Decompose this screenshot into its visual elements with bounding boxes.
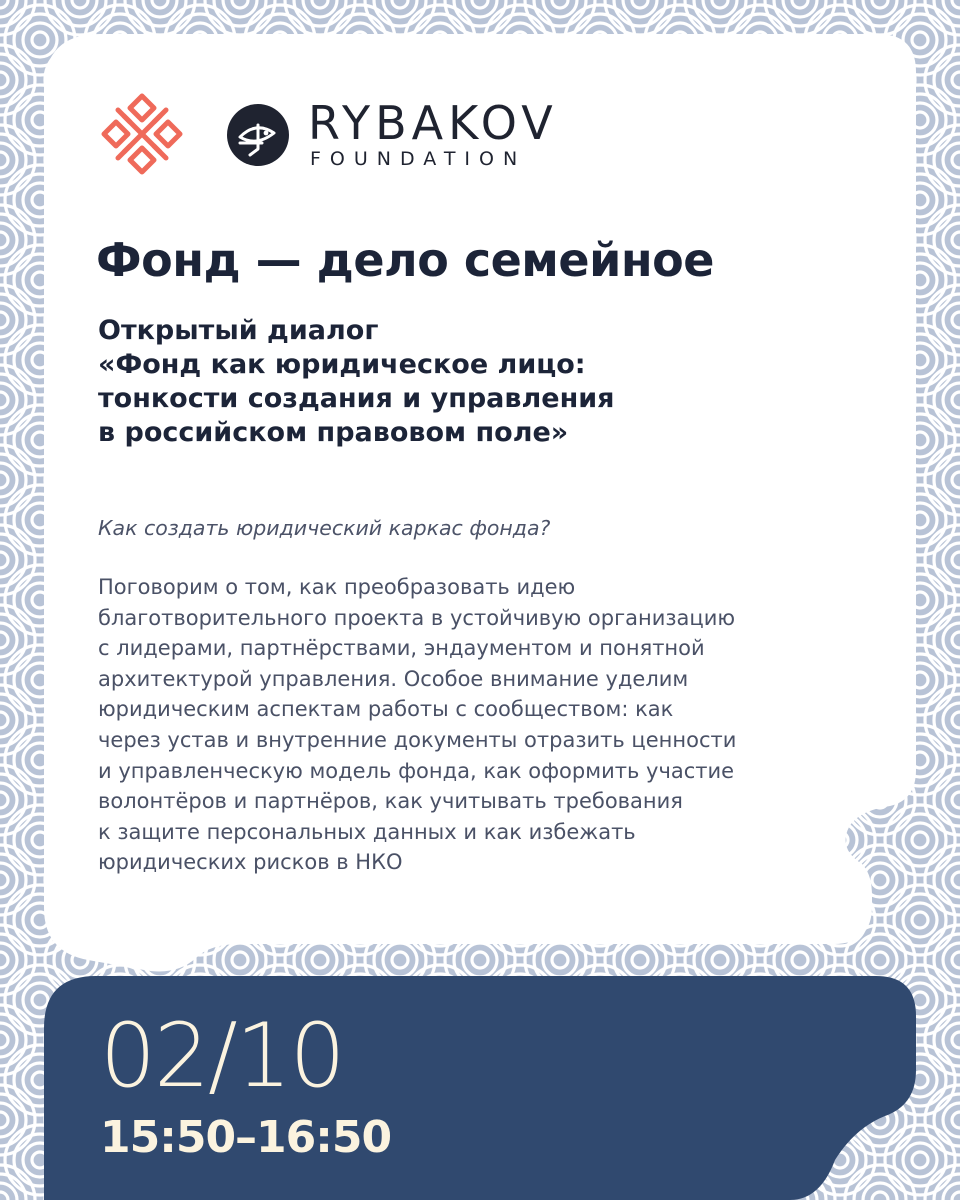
description-line: архитектурой управления. Особое внимание уделим: [98, 666, 689, 691]
description-line: Поговорим о том, как преобразовать идею: [98, 575, 576, 599]
description-line: к защите персональных данных и как избежать: [98, 819, 636, 844]
description-line: через устав и внутренние документы отразить ценности: [98, 727, 737, 752]
description-line: волонтёров и партнёров, как учитывать требования: [98, 789, 683, 814]
brand-name: RYBAKOV: [308, 96, 558, 150]
subtitle-line: тонкости создания и управления: [98, 383, 615, 414]
description-line: благотворительного проекта в устойчивую организацию: [98, 605, 736, 630]
brand-sub: FOUNDATION: [310, 148, 527, 170]
fish-logo-icon: [226, 103, 290, 167]
event-date: 02/10: [100, 1004, 344, 1107]
description-line: с лидерами, партнёрствами, эндаументом и понятной: [98, 636, 705, 661]
description-line: юридических рисков в НКО: [98, 850, 403, 875]
event-time: 15:50–16:50: [100, 1112, 392, 1163]
subtitle-line: в российском правовом поле»: [98, 417, 569, 448]
event-description: [98, 572, 868, 878]
subtitle-line: «Фонд как юридическое лицо:: [98, 349, 586, 380]
subtitle-line: Открытый диалог: [98, 315, 379, 346]
description-line: юридическим аспектам работы с сообществом: как: [98, 697, 674, 722]
knot-logo-icon: [96, 88, 188, 180]
description-line: и управленческую модель фонда, как оформить участие: [98, 758, 735, 783]
page-title: Фонд — дело семейное: [96, 233, 714, 287]
event-question: Как создать юридический каркас фонда?: [98, 516, 551, 540]
brand-wordmark: [308, 96, 558, 170]
event-subtitle: [98, 314, 858, 450]
